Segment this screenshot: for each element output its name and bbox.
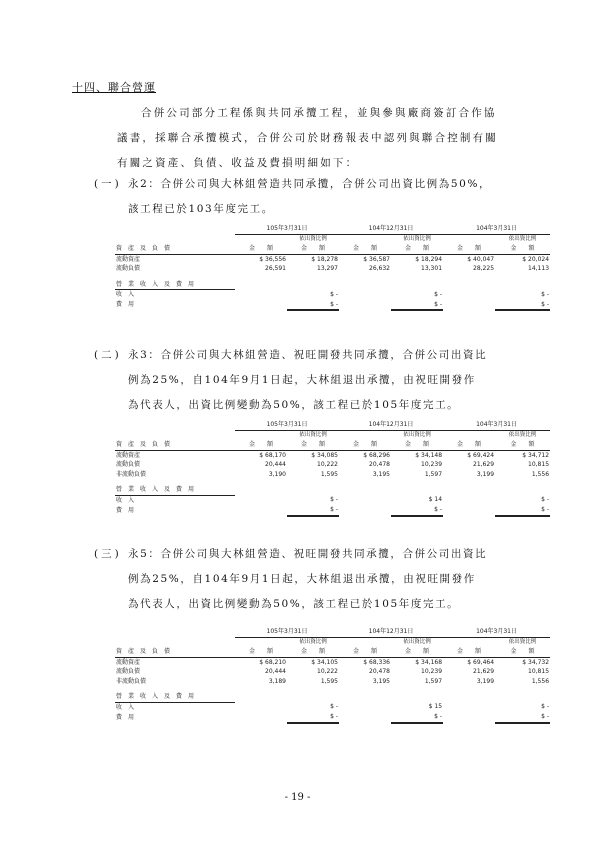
amount-header: 金 額	[495, 244, 550, 254]
period-header: 104年12月31日	[339, 627, 443, 637]
table-row: 費 用 $ - $ - $ -	[116, 713, 550, 721]
period-header: 104年3月31日	[443, 627, 550, 637]
item-line: 例為25%，自104年9月1日起，大林組退出承攬，由祝旺開發作	[128, 374, 476, 386]
item-3-table	[115, 627, 550, 724]
amount-header: 金 額	[495, 440, 550, 450]
item-line: 永5：合併公司與大林組營造、祝旺開發共同承攬，合併公司出資比	[128, 548, 488, 560]
income-header: 營 業 收 入 及 費 用	[115, 280, 235, 290]
table-row: 收 入 $ - $ - $ -	[116, 290, 550, 298]
item-line: 該工程已於103年度完工。	[128, 203, 274, 215]
amount-header: 金 額	[339, 647, 391, 657]
asset-header: 資 產 及 負 債	[115, 647, 235, 657]
section-title: 十四、聯合營運	[72, 81, 156, 94]
amount-header: 金 額	[235, 440, 287, 450]
period-header: 104年3月31日	[443, 420, 550, 430]
item-1-table	[115, 224, 550, 311]
amount-header: 金 額	[287, 244, 339, 254]
period-header: 104年12月31日	[339, 224, 443, 234]
table-row: 收 入 $ - $ 14 $ -	[116, 496, 550, 504]
item-2-text	[94, 343, 564, 418]
amount-header: 金 額	[391, 440, 443, 450]
intro-line: 有關之資產、負債、收益及費損明細如下：	[117, 157, 359, 169]
item-3-text	[94, 542, 564, 617]
item-line: 為代表人，出資比例變動為50%，該工程已於105年度完工。	[128, 399, 460, 411]
income-header: 營 業 收 入 及 費 用	[115, 692, 235, 702]
item-label: (三)	[94, 548, 122, 560]
ratio-header: 依出資比例	[508, 235, 537, 242]
ratio-header: 依出資比例	[299, 638, 327, 645]
period-header: 104年3月31日	[443, 224, 550, 234]
item-line: 例為25%，自104年9月1日起，大林組退出承攬，由祝旺開發作	[128, 573, 476, 585]
period-header: 105年3月31日	[235, 627, 339, 637]
ratio-header: 依出資比例	[403, 235, 431, 242]
item-line: 永3：合併公司與大林組營造、祝旺開發共同承攬，合併公司出資比	[128, 349, 488, 361]
intro-line: 合併公司部分工程係與共同承攬工程，並與參與廠商簽訂合作協	[141, 107, 497, 119]
amount-header: 金 額	[443, 647, 495, 657]
table-row: 流動資產 $ 36,556 $ 18,278 $ 36,587 $ 18,294 $ 40,047 $ 20,024	[116, 255, 550, 263]
amount-header: 金 額	[391, 244, 443, 254]
ratio-header: 依出資比例	[403, 638, 431, 645]
table-row: 流動資產 $ 68,170 $ 34,085 $ 68,296 $ 34,148 $ 69,424 $ 34,712	[116, 451, 550, 459]
amount-header: 金 額	[495, 647, 550, 657]
period-header: 104年12月31日	[339, 420, 443, 430]
table-row: 流動負債 20,444 10,222 20,478 10,239 21,629 10,815	[116, 668, 550, 675]
income-header: 營 業 收 入 及 費 用	[115, 485, 235, 495]
amount-header: 金 額	[443, 244, 495, 254]
amount-header: 金 額	[235, 244, 287, 254]
asset-header: 資 產 及 負 債	[115, 440, 235, 450]
amount-header: 金 額	[443, 440, 495, 450]
ratio-header: 依出資比例	[508, 638, 537, 645]
item-2-table	[115, 420, 550, 517]
amount-header: 金 額	[235, 647, 287, 657]
item-1-text	[94, 172, 564, 222]
amount-header: 金 額	[339, 244, 391, 254]
page-number: - 19 -	[284, 792, 311, 803]
table-row: 費 用 $ - $ - $ -	[116, 300, 550, 308]
item-label: (一)	[94, 178, 122, 190]
amount-header: 金 額	[339, 440, 391, 450]
asset-header: 資 產 及 負 債	[115, 244, 235, 254]
ratio-header: 依出資比例	[508, 431, 537, 438]
period-header: 105年3月31日	[235, 420, 339, 430]
table-row: 流動資產 $ 68,210 $ 34,105 $ 68,336 $ 34,168 $ 69,464 $ 34,732	[116, 658, 550, 666]
ratio-header: 依出資比例	[299, 431, 327, 438]
ratio-header: 依出資比例	[403, 431, 431, 438]
period-header: 105年3月31日	[235, 224, 339, 234]
intro-line: 議書，採聯合承攬模式，合併公司於財務報表中認列與聯合控制有關	[117, 132, 498, 144]
table-row: 流動負債 26,591 13,297 26,632 13,301 28,225 14,113	[116, 265, 550, 272]
table-row: 收 入 $ - $ 15 $ -	[116, 703, 550, 711]
table-row: 非流動負債 3,189 1,595 3,195 1,597 3,199 1,556	[116, 677, 550, 685]
table-row: 非流動負債 3,190 1,595 3,195 1,597 3,199 1,556	[116, 470, 550, 478]
item-label: (二)	[94, 349, 122, 361]
table-row: 流動負債 20,444 10,222 20,478 10,239 21,629 10,815	[116, 461, 550, 468]
item-line: 永2：合併公司與大林組營造共同承攬，合併公司出資比例為50%，	[128, 178, 492, 190]
amount-header: 金 額	[391, 647, 443, 657]
item-line: 為代表人，出資比例變動為50%，該工程已於105年度完工。	[128, 598, 460, 610]
amount-header: 金 額	[287, 647, 339, 657]
intro-paragraph	[117, 101, 557, 176]
ratio-header: 依出資比例	[299, 235, 327, 242]
table-row: 費 用 $ - $ - $ -	[116, 506, 550, 514]
amount-header: 金 額	[287, 440, 339, 450]
